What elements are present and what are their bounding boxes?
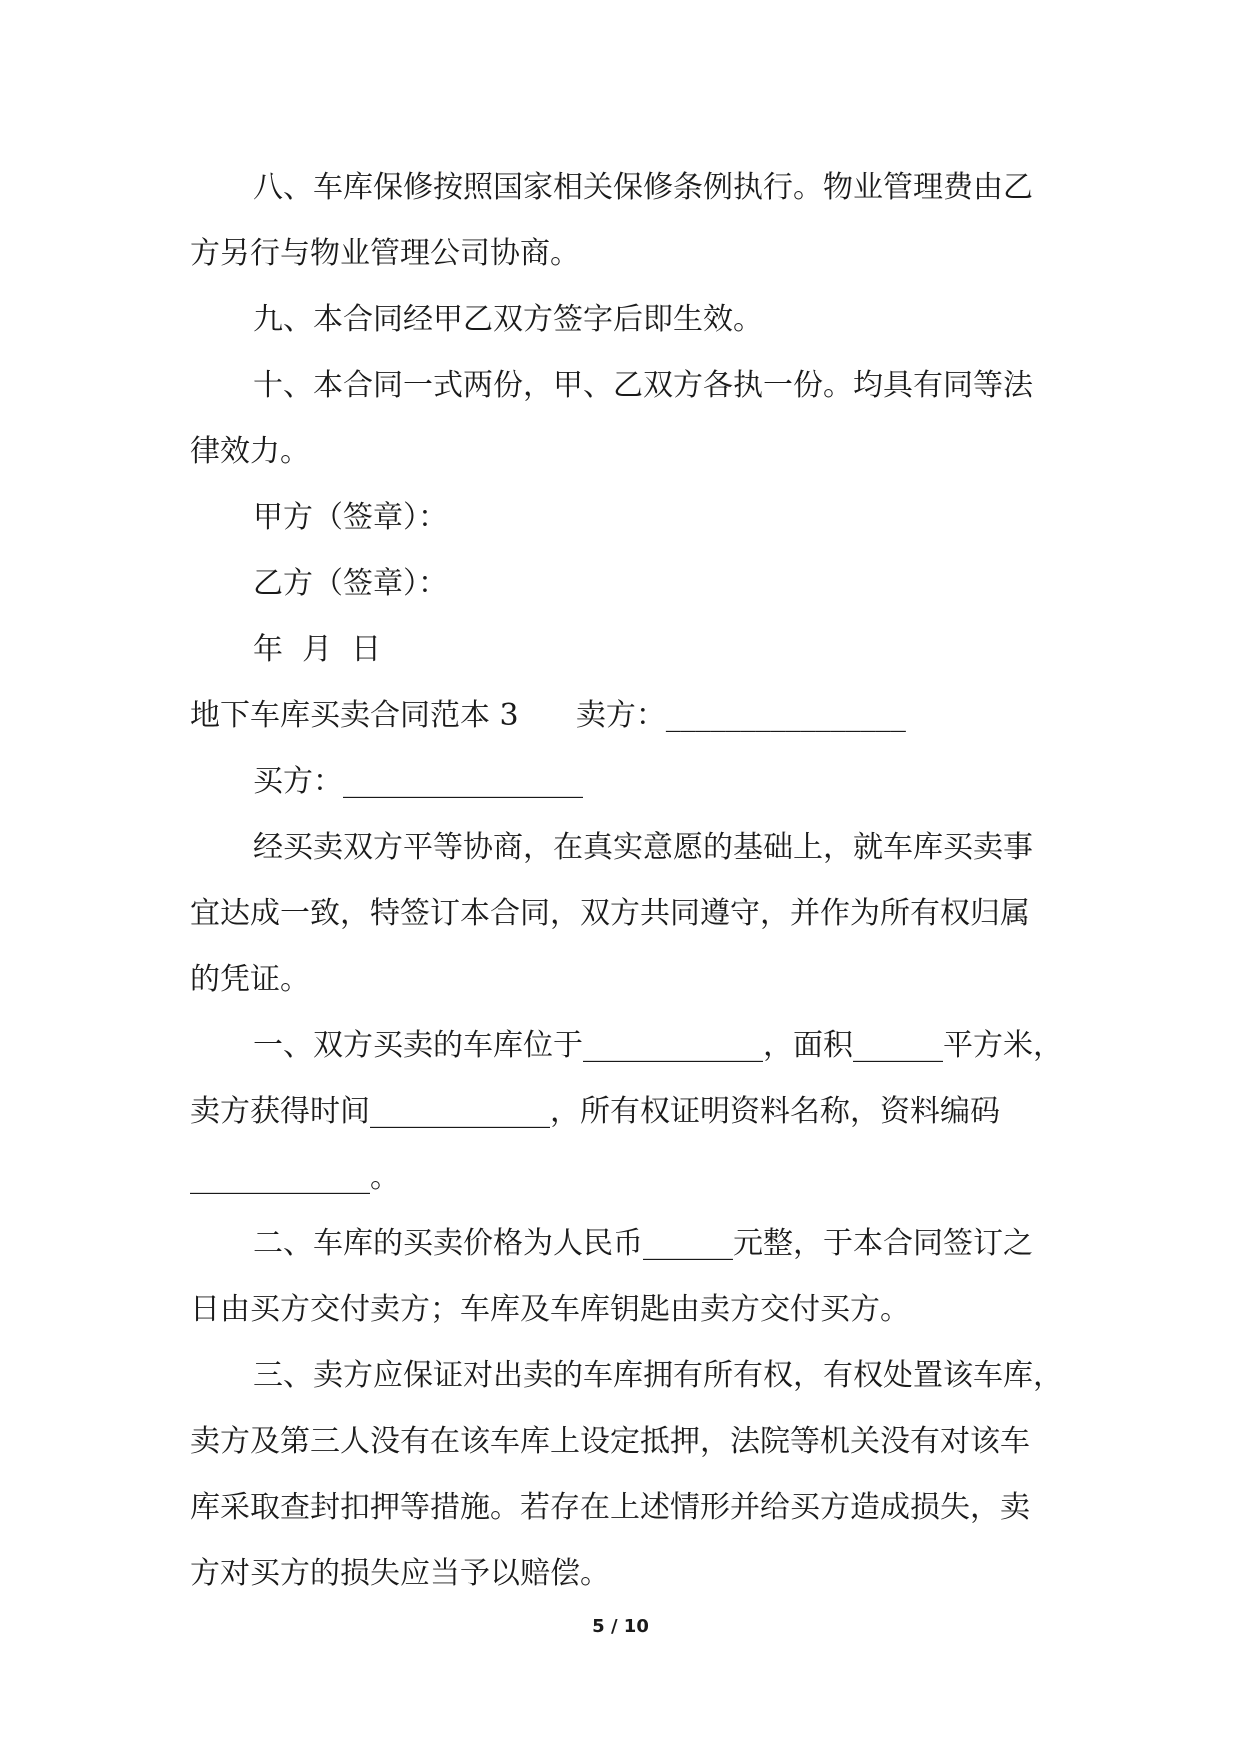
article-1-line-3: ____________。 (190, 1160, 400, 1195)
article-3-line-3: 库采取查封扣押等措施。若存在上述情形并给买方造成损失，卖 (190, 1490, 1030, 1525)
preamble-line-1: 经买卖双方平等协商，在真实意愿的基础上，就车库买卖事 (253, 830, 1033, 865)
page-number: 5 / 10 (592, 1616, 649, 1637)
preamble-line-3: 的凭证。 (190, 962, 310, 997)
article-1-line-1: 一、双方买卖的车库位于____________，面积______平方米， (253, 1028, 1063, 1063)
clause-10-line-1: 十、本合同一式两份，甲、乙双方各执一份。均具有同等法 (253, 368, 1033, 403)
contract-title-seller: 地下车库买卖合同范本 3 卖方：________________ (190, 698, 906, 733)
article-3-line-2: 卖方及第三人没有在该车库上设定抵押，法院等机关没有对该车 (190, 1424, 1030, 1459)
article-3-line-1: 三、卖方应保证对出卖的车库拥有所有权，有权处置该车库， (253, 1358, 1063, 1393)
party-b-signature: 乙方（签章）： (253, 566, 448, 601)
article-3-line-4: 方对买方的损失应当予以赔偿。 (190, 1556, 610, 1591)
clause-8-line-1: 八、车库保修按照国家相关保修条例执行。物业管理费由乙 (253, 170, 1033, 205)
article-2-line-1: 二、车库的买卖价格为人民币______元整，于本合同签订之 (253, 1226, 1033, 1261)
clause-9: 九、本合同经甲乙双方签字后即生效。 (253, 302, 763, 337)
buyer-line: 买方：________________ (253, 764, 583, 799)
article-1-line-2: 卖方获得时间____________，所有权证明资料名称，资料编码 (190, 1094, 1000, 1129)
party-a-signature: 甲方（签章）： (253, 500, 448, 535)
article-2-line-2: 日由买方交付卖方；车库及车库钥匙由卖方交付买方。 (190, 1292, 910, 1327)
date-line: 年 月 日 (253, 632, 382, 667)
preamble-line-2: 宜达成一致，特签订本合同，双方共同遵守，并作为所有权归属 (190, 896, 1030, 931)
clause-8-line-2: 方另行与物业管理公司协商。 (190, 236, 580, 271)
clause-10-line-2: 律效力。 (190, 434, 310, 469)
